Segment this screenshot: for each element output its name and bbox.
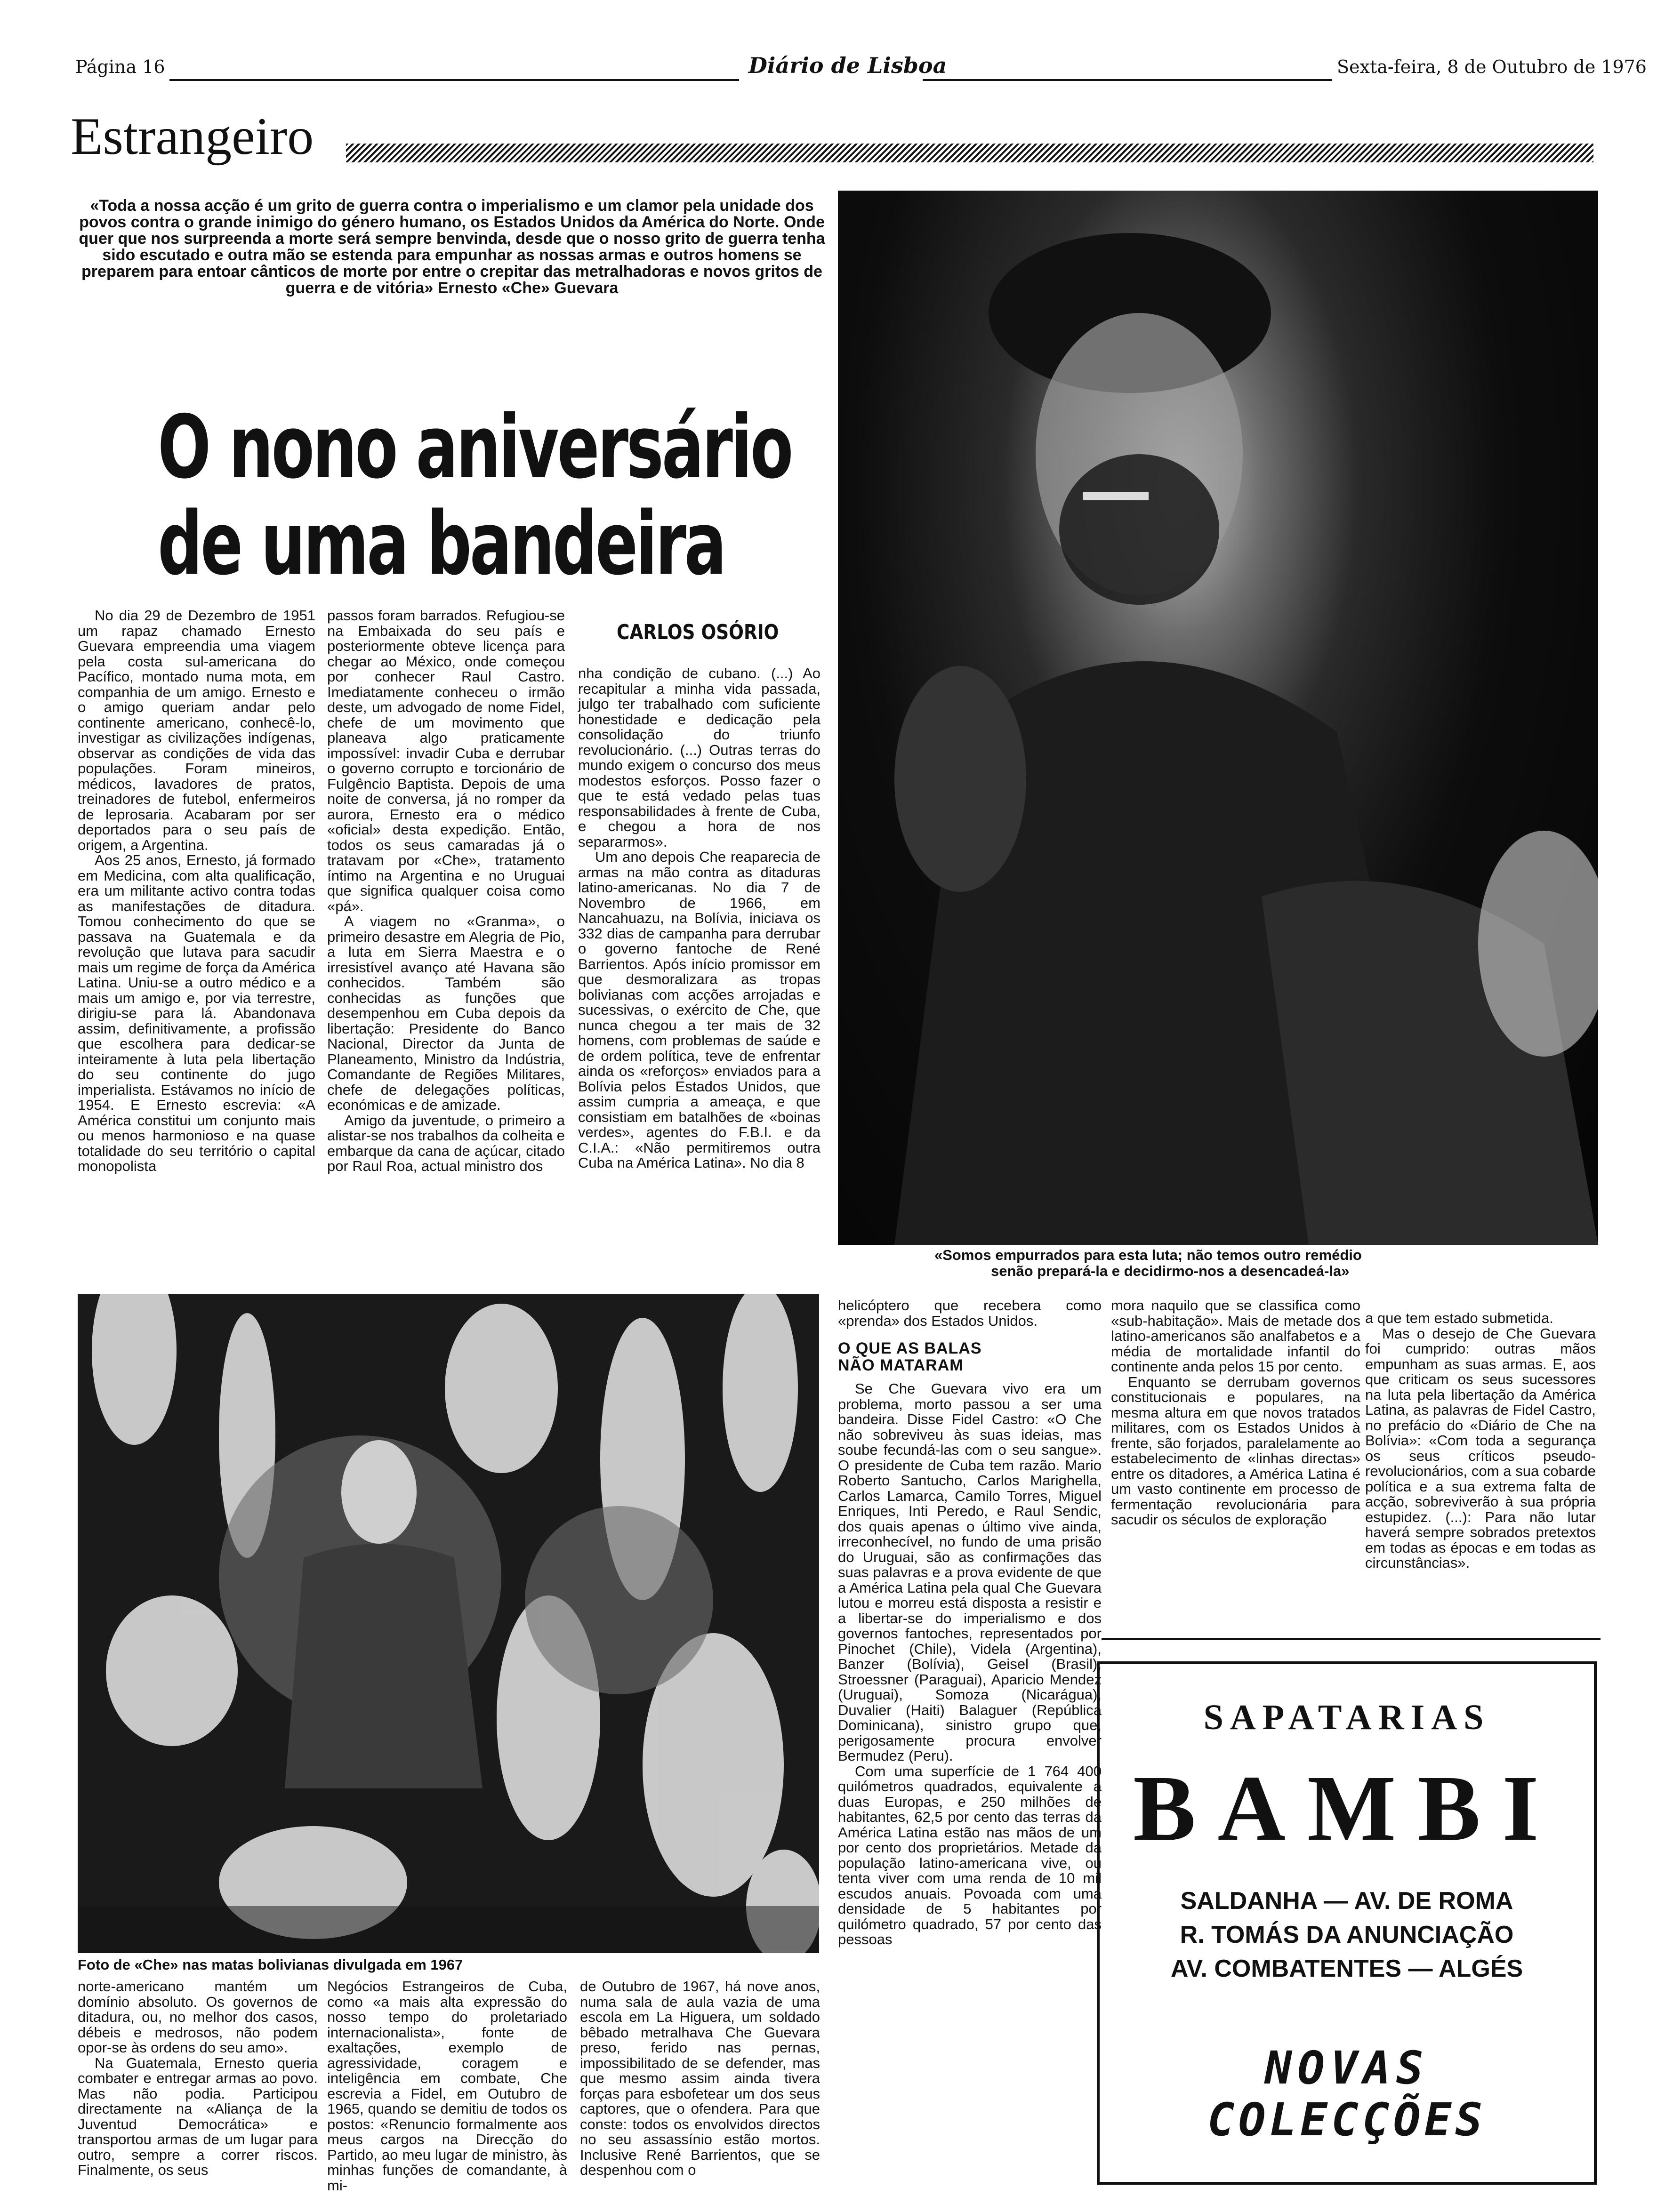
article-column-5 xyxy=(327,1979,567,2196)
bambi-advertisement xyxy=(1097,1661,1597,2185)
jungle-foliage xyxy=(78,1294,819,1953)
portrait-caption-line-2: senão prepará-la e decidirmo-nos a desencadeá-la» xyxy=(991,1263,1350,1279)
paragraph: helicóptero que recebera como «prenda» dos Estados Unidos. xyxy=(838,1297,1102,1329)
paragraph: Aos 25 anos, Ernesto, já formado em Medicina, com alta qualificação, era um militante activo contra todas as manifestações de ditadura. Tomou conhecimento do que se passava na Guatemala e da revolução que lutava para sacudir mais um regime de força da América Latina. Uniu-se a outro médico e a mais um amigo e, por via terrestre, dirigiu-se para lá. Abandonava assim, definitivamente, a profissão que escolhera para dedicar-se inteiramente à luta pela libertação do seu continente do jugo imperialista. Estávamos no início de 1954. E Ernesto escrevia: «A América constitui um conjunto mais ou menos harmonioso e na quase totalidade do seu território o capital monopolista xyxy=(78,852,315,1174)
paragraph: Se Che Guevara vivo era um problema, morto passou a ser uma bandeira. Disse Fidel Castro: «O Che não sobreviveu às suas ideias, mas soube fecundá-las com o seu sangue». O presidente de Cuba tem razão. Mario Roberto Santucho, Carlos Marighella, Carlos Lamarca, Camilo Torres, Miguel Enriques, Inti Peredo, e Raul Sendic, dos quais apenas o último vive ainda, irreconhecível, no fundo de uma prisão do Uruguai, são as confirmações das suas palavras e a prova evidente de que a América Latina pela qual Che Guevara lutou e morreu está disposta a resistir e a libertar-se do imperialismo e dos governos fantoches, representados por Pinochet (Chile), Videla (Argentina), Banzer (Bolívia), Geisel (Brasil), Stroessner (Paraguai), Aparicio Mendez (Uruguai), Somoza (Nicarágua), Duvalier (Haiti) Balaguer (República Dominicana), sinistro grupo que, perigosamente procura envolver Bermudez (Peru). xyxy=(838,1380,1102,1764)
article-column-3 xyxy=(578,666,820,1292)
opening-quote: «Toda a nossa acção é um grito de guerra contra o imperialismo e um clamor pela unidade dos povos contra o grande inimigo do género humano, os Estados Unidos da América do Norte. Onde quer que nos surpreenda a morte será sempre benvinda, desde que o nosso grito de guerra tenha sido escutado e outra mão se estenda para empunhar as nossas armas e outros homens se preparem para entoar cânticos de morte por entre o crepitar das metralhadoras e novos gritos de guerra e de vitória» Ernesto «Che» Guevara xyxy=(79,197,825,297)
article-column-4 xyxy=(78,1979,318,2196)
portrait-caption-line-1: «Somos empurrados para esta luta; não temos outro remédio xyxy=(934,1247,1362,1263)
headline-line-2: de uma bandeira xyxy=(158,493,725,594)
article-column-1 xyxy=(78,608,315,1290)
portrait-silhouette xyxy=(838,191,1598,1245)
paragraph: norte-americano mantém um domínio absoluto. Os governos de ditadura, ou, no melhor dos casos, débeis e medrosos, não podem opor-se às ordens do seu amo». xyxy=(78,1978,318,2056)
section-title: Estrangeiro xyxy=(71,107,314,166)
ad-address-1: SALDANHA — AV. DE ROMA xyxy=(1180,1887,1513,1915)
jungle-caption: Foto de «Che» nas matas bolivianas divulgada em 1967 xyxy=(78,1956,463,1973)
byline: CARLOS OSÓRIO xyxy=(617,620,779,644)
subheading xyxy=(838,1340,1102,1374)
ad-address-3: AV. COMBATENTES — ALGÉS xyxy=(1170,1955,1523,1982)
paragraph: passos foram barrados. Refugiou-se na Embaixada do seu país e posteriormente obteve licença para chegar ao México, onde começou por conhecer Raul Castro. Imediatamente conheceu o irmão deste, um advogado de nome Fidel, chefe de um movimento que planeava algo praticamente impossível: invadir Cuba e derrubar o governo corrupto e torcionário de Fulgêncio Baptista. Depois de uma noite de conversa, já no romper da aurora, Ernesto era o médico «oficial» desta expedição. Então, todos os seus camaradas já o tratavam por «Che», tratamento íntimo na Argentina e no Uruguai que significa qualquer coisa como «pá». xyxy=(327,607,565,914)
section-hatch-bar xyxy=(346,144,1593,162)
portrait-caption xyxy=(934,1247,1546,1279)
paragraph: nha condição de cubano. (...) Ao recapitular a minha vida passada, julgo ter trabalhado com suficiente honestidade e dedicação pela consolidação do triunfo revolucionário. (...) Outras terras do mundo exigem o concurso dos meus modestos esforços. Posso fazer o que te está vedado pelas tuas responsabilidades à frente de Cuba, e chegou a hora de nos separarmos». xyxy=(578,665,820,850)
paragraph: de Outubro de 1967, há nove anos, numa sala de aula vazia de uma escola em La Higuera, um soldado bêbado metralhava Che Guevara preso, ferido nas pernas, impossibilitado de se defender, mas que mesmo assim ainda tivera forças para esbofetear um dos seus captores, que o ofendera. Para que conste: todos os envolvidos directos no seu assassínio estão mortos. Inclusive René Barrientos, que se despenhou com o xyxy=(580,1978,820,2178)
subheading-line-1: O QUE AS BALAS xyxy=(838,1339,982,1357)
article-column-9 xyxy=(1365,1311,1596,1640)
headline-line-1: O nono aniversário xyxy=(158,396,792,498)
paragraph: Com uma superfície de 1 764 400 quilómetros quadrados, equivalente a duas Europas, e 250 milhões de habitantes, 62,5 por cento das terras da América Latina estão nas mãos de um por cento dos proprietários. Metade da população latino-americana vive, ou tenta viver com uma renda de 10 mil escudos anuais. Povoada com uma densidade de 5 habitantes por quilómetro quadrado, 57 por cento das pessoas xyxy=(838,1763,1102,1948)
page-number: Página 16 xyxy=(75,56,165,77)
paragraph: a que tem estado submetida. xyxy=(1365,1310,1553,1326)
paragraph: Negócios Estrangeiros de Cuba, como «a mais alta expressão do nosso tempo do proletariado internacionalista», fonte de exaltações, exemplo de agressividade, coragem e inteligência em combate, Che escrevia a Fidel, em Outubro de 1965, quando se demitiu de todos os postos: «Renuncio formalmente aos meus cargos na Direcção do Partido, ao meu lugar de ministro, às minhas funções de comandante, à mi- xyxy=(327,1978,567,2194)
paragraph: Um ano depois Che reaparecia de armas na mão contra as ditaduras latino-americanas. No dia 7 de Novembro de 1966, em Nancahuazu, na Bolívia, iniciava os 332 dias de campanha para derrubar o governo fantoche de René Barrientos. Após início promissor em que desmoralizara as tropas bolivianas com acções arrojadas e sucessivas, o exército de Che, que nunca chegou a ter mais de 32 homens, com problemas de saúde e de ordem política, teve de enfrentar ainda os «reforços» enviados para a Bolívia pelos Estados Unidos, que assim cumpria a ameaça, e que consistiam em batalhões de «boinas verdes», agentes do F.B.I. e da C.I.A.: «Não permitiremos outra Cuba na América Latina». No dia 8 xyxy=(578,849,820,1171)
paragraph: Amigo da juventude, o primeiro a alistar-se nos trabalhos da colheita e embarque da cana de açúcar, citado por Raul Roa, actual ministro dos xyxy=(327,1112,565,1174)
article-column-7 xyxy=(838,1298,1102,2192)
ad-top-rule xyxy=(1102,1638,1601,1640)
ad-slogan-2: COLECÇÕES xyxy=(1207,2093,1487,2146)
newspaper-title: Diário de Lisboa xyxy=(748,53,947,78)
issue-date: Sexta-feira, 8 de Outubro de 1976 xyxy=(1337,56,1647,77)
paragraph: mora naquilo que se classifica como «sub-habitação». Mais de metade dos latino-americanos são analfabetos e a média de mortalidade infantil do continente anda pelos 15 por cento. xyxy=(1111,1297,1360,1375)
ad-slogan-1: NOVAS xyxy=(1264,2042,1429,2094)
che-portrait-photo xyxy=(838,191,1598,1245)
subheading-line-2: NÃO MATARAM xyxy=(838,1356,964,1374)
ad-brand: BAMBI xyxy=(1133,1756,1560,1860)
article-column-8 xyxy=(1111,1298,1360,1627)
article-column-6 xyxy=(580,1979,820,2196)
ad-line-sapatarias: SAPATARIAS xyxy=(1203,1698,1490,1737)
jungle-photo xyxy=(78,1294,819,1953)
paragraph: A viagem no «Granma», o primeiro desastre em Alegria de Pio, a luta em Sierra Maestra e o irresistível avanço até Havana são conhecidos. Também são conhecidas as funções que desempenhou em Cuba depois da libertação: Presidente do Banco Nacional, Director da Junta de Planeamento, Ministro da Indústria, Comandante de Regiões Militares, chefe de delegações políticas, económicas e de amizade. xyxy=(327,913,565,1113)
ad-address-2: R. TOMÁS DA ANUNCIAÇÃO xyxy=(1180,1921,1514,1948)
paragraph: Mas o desejo de Che Guevara foi cumprido: outras mãos empunham as suas armas. E, aos que criticam os seus sucessores na luta pela libertação da América Latina, as palavras de Fidel Castro, no prefácio do «Diário de Che na Bolívia»: «Com toda a segurança os seus críticos pseudo-revolucionários, com a sua cobarde política e a sua extrema falta de acção, sobreviverão à sua própria estupidez. (...): Para não lutar haverá sempre sobrados pretextos em todas as épocas e em todas as circunstâncias». xyxy=(1365,1325,1596,1571)
paragraph: Enquanto se derrubam governos constitucionais e populares, na mesma altura em que novos tratados militares, com os Estados Unidos à frente, são forjados, paralelamente ao estabelecimento de «linhas directas» entre os ditadores, a América Latina é um vasto continente em processo de fermentação revolucionária para sacudir os séculos de exploração xyxy=(1111,1373,1360,1528)
article-column-2 xyxy=(327,608,565,1290)
header-rule-left xyxy=(169,79,739,81)
header-rule-right xyxy=(923,79,1332,81)
paragraph: No dia 29 de Dezembro de 1951 um rapaz chamado Ernesto Guevara empreendia uma viagem pela costa sul-americana do Pacífico, montado numa mota, em companhia de um amigo. Ernesto e o amigo queriam andar pelo continente americano, conhecê-lo, investigar as civilizações indígenas, observar as condições de vida das populações. Foram mineiros, médicos, lavadores de pratos, treinadores de futebol, enfermeiros de leprosaria. Acabaram por ser deportados para o seu país de origem, a Argentina. xyxy=(78,607,315,853)
paragraph: Na Guatemala, Ernesto queria combater e entregar armas ao povo. Mas não podia. Participou directamente na «Aliança de la Juventud Democrática» e transportou armas de um lugar para outro, sempre a correr riscos. Finalmente, os seus xyxy=(78,2054,318,2178)
